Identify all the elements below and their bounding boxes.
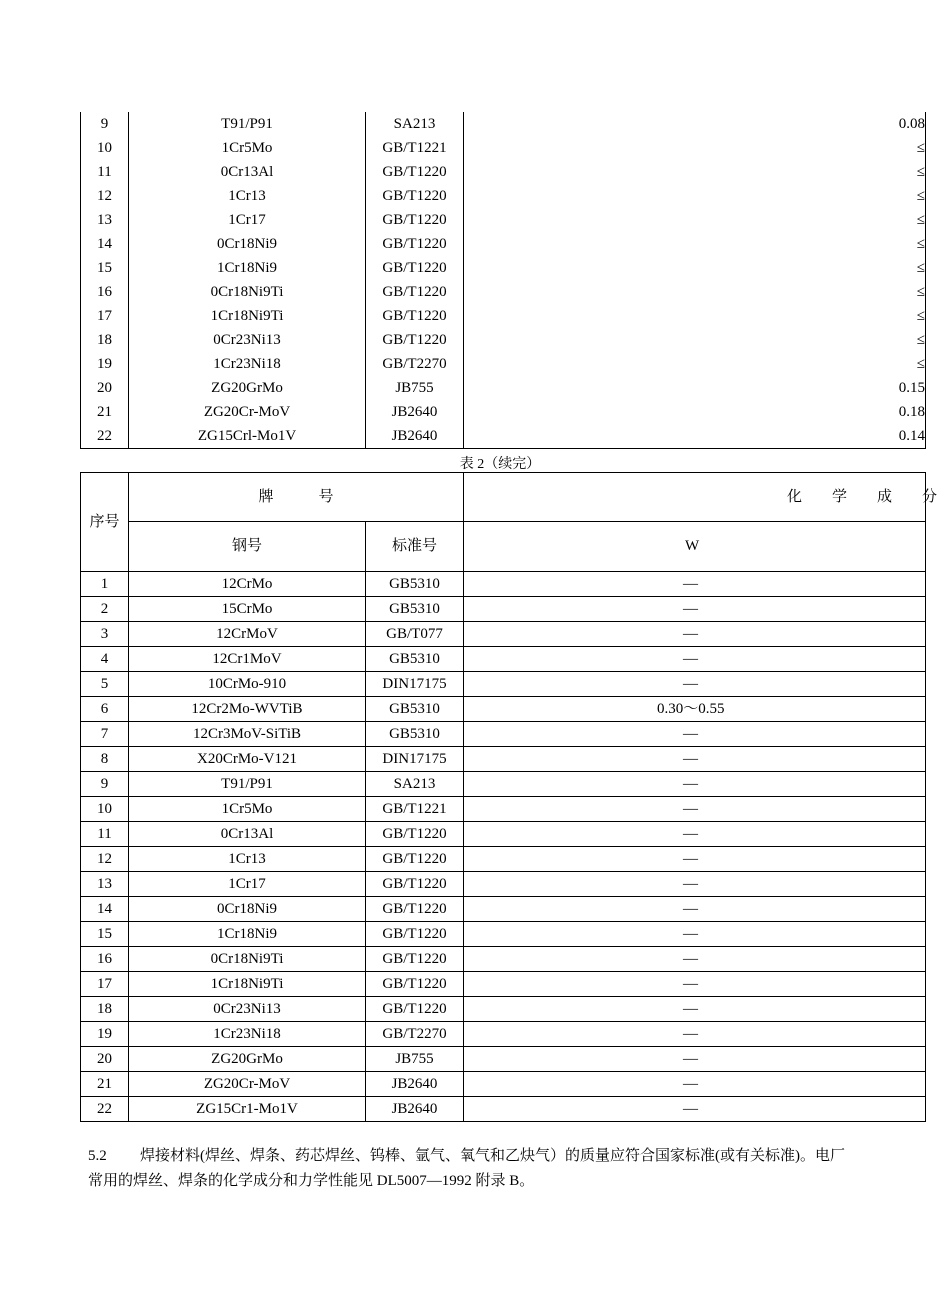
w-content: —: [464, 772, 926, 797]
row-number: 11: [81, 822, 129, 847]
standard-number: JB755: [366, 1047, 464, 1072]
steel-grade: X20CrMo-V121: [129, 747, 366, 772]
w-content: —: [464, 1022, 926, 1047]
table-header-row: [81, 473, 926, 522]
steel-grade: 1Cr17: [129, 872, 366, 897]
row-number: 12: [81, 184, 129, 208]
table-row: [81, 352, 926, 376]
w-content: —: [464, 672, 926, 697]
row-number: 11: [81, 160, 129, 184]
steel-grade: 1Cr13: [129, 184, 366, 208]
steel-grade: 0Cr18Ni9: [129, 232, 366, 256]
table-row: [81, 722, 926, 747]
row-number: 19: [81, 1022, 129, 1047]
w-content: —: [464, 822, 926, 847]
standard-number: GB/T1220: [366, 328, 464, 352]
row-number: 4: [81, 647, 129, 672]
standard-number: GB/T1220: [366, 972, 464, 997]
standard-number: GB/T077: [366, 622, 464, 647]
steel-grade: ZG15Crl-Mo1V: [129, 424, 366, 449]
table-row: [81, 1022, 926, 1047]
table-row: [81, 822, 926, 847]
steel-grade: 1Cr18Ni9Ti: [129, 304, 366, 328]
row-number: 5: [81, 672, 129, 697]
standard-number: JB2640: [366, 1097, 464, 1122]
standard-number: DIN17175: [366, 747, 464, 772]
standard-number: JB2640: [366, 424, 464, 449]
chem-value: ≤: [464, 232, 926, 256]
standard-number: JB755: [366, 376, 464, 400]
table-row: [81, 997, 926, 1022]
paragraph-5-2: [88, 1144, 848, 1194]
w-content: —: [464, 922, 926, 947]
row-number: 14: [81, 897, 129, 922]
standard-number: GB/T1220: [366, 822, 464, 847]
header-w: W: [464, 522, 926, 572]
steel-grade: 0Cr23Ni13: [129, 997, 366, 1022]
row-number: 20: [81, 1047, 129, 1072]
table-row: [81, 424, 926, 449]
standard-number: GB/T1220: [366, 256, 464, 280]
steel-grade: 12CrMo: [129, 572, 366, 597]
table-row: [81, 1047, 926, 1072]
row-number: 16: [81, 947, 129, 972]
paragraph-number: 5.2: [88, 1148, 107, 1164]
steel-grade: 1Cr18Ni9: [129, 922, 366, 947]
table-row: [81, 160, 926, 184]
standard-number: GB/T2270: [366, 352, 464, 376]
row-number: 17: [81, 304, 129, 328]
w-content: —: [464, 747, 926, 772]
w-content: —: [464, 722, 926, 747]
row-number: 19: [81, 352, 129, 376]
table-row: [81, 232, 926, 256]
table-row: [81, 622, 926, 647]
steel-grade: 1Cr23Ni18: [129, 1022, 366, 1047]
header-chem-title: 化 学 成 分: [464, 473, 926, 522]
standard-number: GB/T1221: [366, 797, 464, 822]
w-content: —: [464, 797, 926, 822]
standard-number: GB/T1220: [366, 897, 464, 922]
w-content: —: [464, 872, 926, 897]
chem-value: ≤: [464, 208, 926, 232]
table-row: [81, 572, 926, 597]
table-row: [81, 256, 926, 280]
steel-grade: 1Cr5Mo: [129, 136, 366, 160]
table-row: [81, 1097, 926, 1122]
steel-table-continued-body: [81, 112, 926, 449]
w-content: —: [464, 897, 926, 922]
standard-number: GB/T1220: [366, 304, 464, 328]
w-content: —: [464, 997, 926, 1022]
table-row: [81, 797, 926, 822]
chemical-composition-table-body: [81, 473, 937, 1122]
w-content: —: [464, 597, 926, 622]
steel-grade: 0Cr23Ni13: [129, 328, 366, 352]
steel-grade: 10CrMo-910: [129, 672, 366, 697]
chem-value: ≤: [464, 184, 926, 208]
steel-grade: 1Cr5Mo: [129, 797, 366, 822]
table-row: [81, 672, 926, 697]
standard-number: GB/T1220: [366, 997, 464, 1022]
standard-number: SA213: [366, 772, 464, 797]
table-row: [81, 304, 926, 328]
standard-number: GB/T1220: [366, 208, 464, 232]
chem-value: ≤: [464, 352, 926, 376]
w-content: —: [464, 622, 926, 647]
table-subheader-row: [81, 522, 926, 572]
standard-number: GB/T1220: [366, 847, 464, 872]
standard-number: SA213: [366, 112, 464, 136]
steel-grade: 1Cr17: [129, 208, 366, 232]
steel-grade: 0Cr18Ni9: [129, 897, 366, 922]
row-number: 10: [81, 136, 129, 160]
w-content: —: [464, 647, 926, 672]
row-number: 1: [81, 572, 129, 597]
steel-grade: 0Cr13Al: [129, 822, 366, 847]
row-number: 3: [81, 622, 129, 647]
chem-value: 0.14: [464, 424, 926, 449]
chem-value: ≤: [464, 160, 926, 184]
row-number: 21: [81, 1072, 129, 1097]
steel-grade: ZG15Cr1-Mo1V: [129, 1097, 366, 1122]
table-row: [81, 136, 926, 160]
w-content: —: [464, 847, 926, 872]
table-row: [81, 872, 926, 897]
chem-value: ≤: [464, 280, 926, 304]
standard-number: GB/T1220: [366, 280, 464, 304]
row-number: 12: [81, 847, 129, 872]
chem-value: ≤: [464, 328, 926, 352]
steel-grade: ZG20Cr-MoV: [129, 1072, 366, 1097]
table-row: [81, 328, 926, 352]
chem-value: ≤: [464, 136, 926, 160]
standard-number: GB5310: [366, 722, 464, 747]
row-number: 20: [81, 376, 129, 400]
standard-number: GB5310: [366, 572, 464, 597]
steel-grade: T91/P91: [129, 772, 366, 797]
standard-number: JB2640: [366, 400, 464, 424]
row-number: 14: [81, 232, 129, 256]
standard-number: GB/T1220: [366, 947, 464, 972]
table-row: [81, 697, 926, 722]
w-content: —: [464, 972, 926, 997]
w-content: 0.30～0.55: [464, 697, 926, 722]
row-number: 16: [81, 280, 129, 304]
steel-grade: ZG20Cr-MoV: [129, 400, 366, 424]
w-content: —: [464, 572, 926, 597]
chem-value: 0.08: [464, 112, 926, 136]
row-number: 9: [81, 772, 129, 797]
row-number: 7: [81, 722, 129, 747]
table-caption: 表 2（续完）: [459, 457, 541, 472]
paragraph-text: 焊接材料(焊丝、焊条、药芯焊丝、钨棒、氩气、氧气和乙炔气）的质量应符合国家标准(或有关标准)。电厂常用的焊丝、焊条的化学成分和力学性能见 DL5007—1992 附录 B。: [88, 1148, 845, 1189]
standard-number: GB/T1220: [366, 232, 464, 256]
table-row: [81, 112, 926, 136]
row-number: 18: [81, 997, 129, 1022]
table-row: [81, 972, 926, 997]
row-number: 13: [81, 872, 129, 897]
steel-grade: 0Cr18Ni9Ti: [129, 280, 366, 304]
standard-number: GB5310: [366, 647, 464, 672]
w-content: —: [464, 1072, 926, 1097]
table-row: [81, 747, 926, 772]
standard-number: GB/T1220: [366, 872, 464, 897]
row-number: 17: [81, 972, 129, 997]
standard-number: DIN17175: [366, 672, 464, 697]
chem-value: ≤: [464, 304, 926, 328]
standard-number: GB/T1220: [366, 184, 464, 208]
steel-grade: ZG20GrMo: [129, 376, 366, 400]
row-number: 18: [81, 328, 129, 352]
table-row: [81, 897, 926, 922]
row-number: 22: [81, 1097, 129, 1122]
row-number: 15: [81, 256, 129, 280]
row-number: 15: [81, 922, 129, 947]
table-row: [81, 772, 926, 797]
row-number: 10: [81, 797, 129, 822]
chem-value: ≤: [464, 256, 926, 280]
row-number: 22: [81, 424, 129, 449]
w-content: —: [464, 1047, 926, 1072]
standard-number: GB/T1221: [366, 136, 464, 160]
standard-number: GB/T1220: [366, 922, 464, 947]
row-number: 2: [81, 597, 129, 622]
header-steel: 钢号: [129, 522, 366, 572]
table-row: [81, 208, 926, 232]
chem-value: 0.18: [464, 400, 926, 424]
header-seq: 序号: [81, 473, 129, 572]
steel-grade: 1Cr23Ni18: [129, 352, 366, 376]
steel-grade: 1Cr18Ni9Ti: [129, 972, 366, 997]
steel-grade: 0Cr13Al: [129, 160, 366, 184]
w-content: —: [464, 1097, 926, 1122]
table-row: [81, 184, 926, 208]
row-number: 9: [81, 112, 129, 136]
steel-grade: 12CrMoV: [129, 622, 366, 647]
chemical-composition-table: [80, 472, 937, 1122]
table-row: [81, 280, 926, 304]
steel-grade: 1Cr18Ni9: [129, 256, 366, 280]
standard-number: GB/T1220: [366, 160, 464, 184]
steel-grade: 0Cr18Ni9Ti: [129, 947, 366, 972]
steel-table-continued: [80, 112, 926, 449]
standard-number: GB5310: [366, 697, 464, 722]
standard-number: GB/T2270: [366, 1022, 464, 1047]
table-row: [81, 647, 926, 672]
table-row: [81, 947, 926, 972]
row-number: 13: [81, 208, 129, 232]
row-number: 8: [81, 747, 129, 772]
header-brand: 牌 号: [129, 473, 464, 522]
steel-grade: T91/P91: [129, 112, 366, 136]
table-row: [81, 597, 926, 622]
steel-grade: 1Cr13: [129, 847, 366, 872]
steel-grade: 12Cr2Mo-WVTiB: [129, 697, 366, 722]
steel-grade: 12Cr1MoV: [129, 647, 366, 672]
row-number: 21: [81, 400, 129, 424]
steel-grade: 15CrMo: [129, 597, 366, 622]
header-standard: 标准号: [366, 522, 464, 572]
w-content: —: [464, 947, 926, 972]
table-row: [81, 376, 926, 400]
table-row: [81, 922, 926, 947]
steel-grade: 12Cr3MoV-SiTiB: [129, 722, 366, 747]
standard-number: GB5310: [366, 597, 464, 622]
table-row: [81, 1072, 926, 1097]
steel-grade: ZG20GrMo: [129, 1047, 366, 1072]
standard-number: JB2640: [366, 1072, 464, 1097]
row-number: 6: [81, 697, 129, 722]
table-row: [81, 400, 926, 424]
table-row: [81, 847, 926, 872]
chem-value: 0.15: [464, 376, 926, 400]
